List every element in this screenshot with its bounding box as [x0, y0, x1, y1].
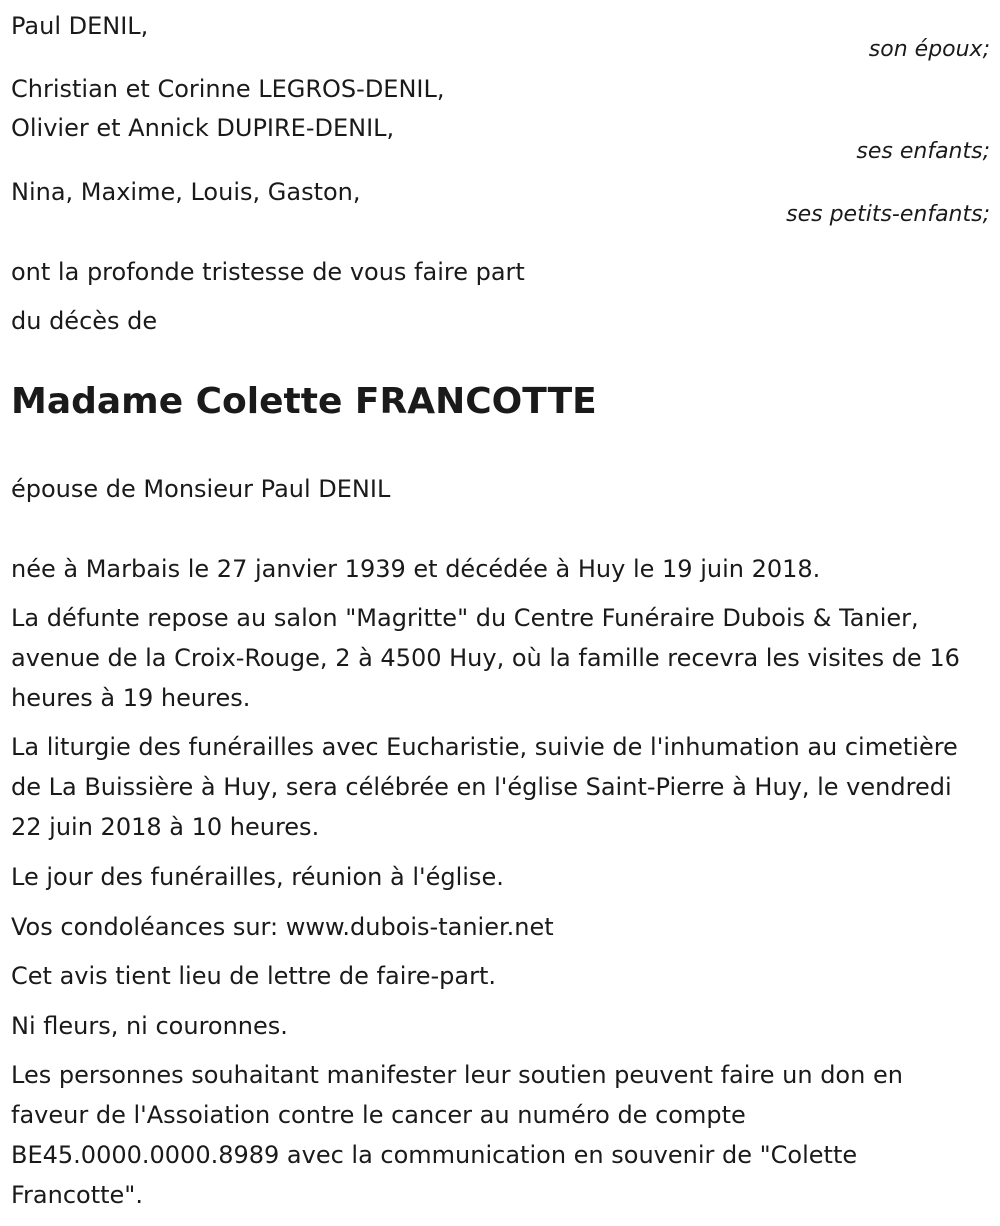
obituary-notice	[11, 0, 990, 1226]
children-role: ses enfants;	[856, 139, 990, 164]
spouse-role: son époux;	[868, 37, 990, 62]
children-line-2: Olivier et Annick DUPIRE-DENIL,	[11, 114, 395, 142]
liturgy-paragraph: La liturgie des funérailles avec Eucharistie, suivie de l'inhumation au cimetière de La Buissière à Huy, sera célébrée en l'église Saint-Pierre à Huy, le vendredi 22 juin 2018 à 10 heures.	[11, 733, 958, 841]
children-line-1: Christian et Corinne LEGROS-DENIL,	[11, 75, 445, 103]
meeting-paragraph: Le jour des funérailles, réunion à l'église.	[11, 863, 504, 891]
condolences-paragraph: Vos condoléances sur: www.dubois-tanier.net	[11, 913, 554, 941]
announcement-line-1: ont la profonde tristesse de vous faire part	[11, 258, 525, 286]
repose-paragraph: La défunte repose au salon "Magritte" du Centre Funéraire Dubois & Tanier, avenue de la Croix-Rouge, 2 à 4500 Huy, où la famille recevra les visites de 16 heures à 19 heures.	[11, 604, 960, 712]
grandchildren-role: ses petits-enfants;	[786, 202, 990, 227]
birth-death-paragraph: née à Marbais le 27 janvier 1939 et décédée à Huy le 19 juin 2018.	[11, 555, 821, 583]
spouse-name: Paul DENIL,	[11, 12, 149, 40]
deceased-spouse-of: épouse de Monsieur Paul DENIL	[11, 475, 391, 503]
grandchildren-names: Nina, Maxime, Louis, Gaston,	[11, 178, 361, 206]
deceased-name: Madame Colette FRANCOTTE	[11, 381, 597, 422]
donation-paragraph: Les personnes souhaitant manifester leur soutien peuvent faire un don en faveur de l'Assoiation contre le cancer au numéro de compte BE45.0000.0000.8989 avec la communication en souvenir de "Colette Francotte".	[11, 1061, 903, 1209]
announcement-line-2: du décès de	[11, 307, 158, 335]
notice-paragraph: Cet avis tient lieu de lettre de faire-part.	[11, 962, 496, 990]
no-flowers-paragraph: Ni fleurs, ni couronnes.	[11, 1012, 288, 1040]
